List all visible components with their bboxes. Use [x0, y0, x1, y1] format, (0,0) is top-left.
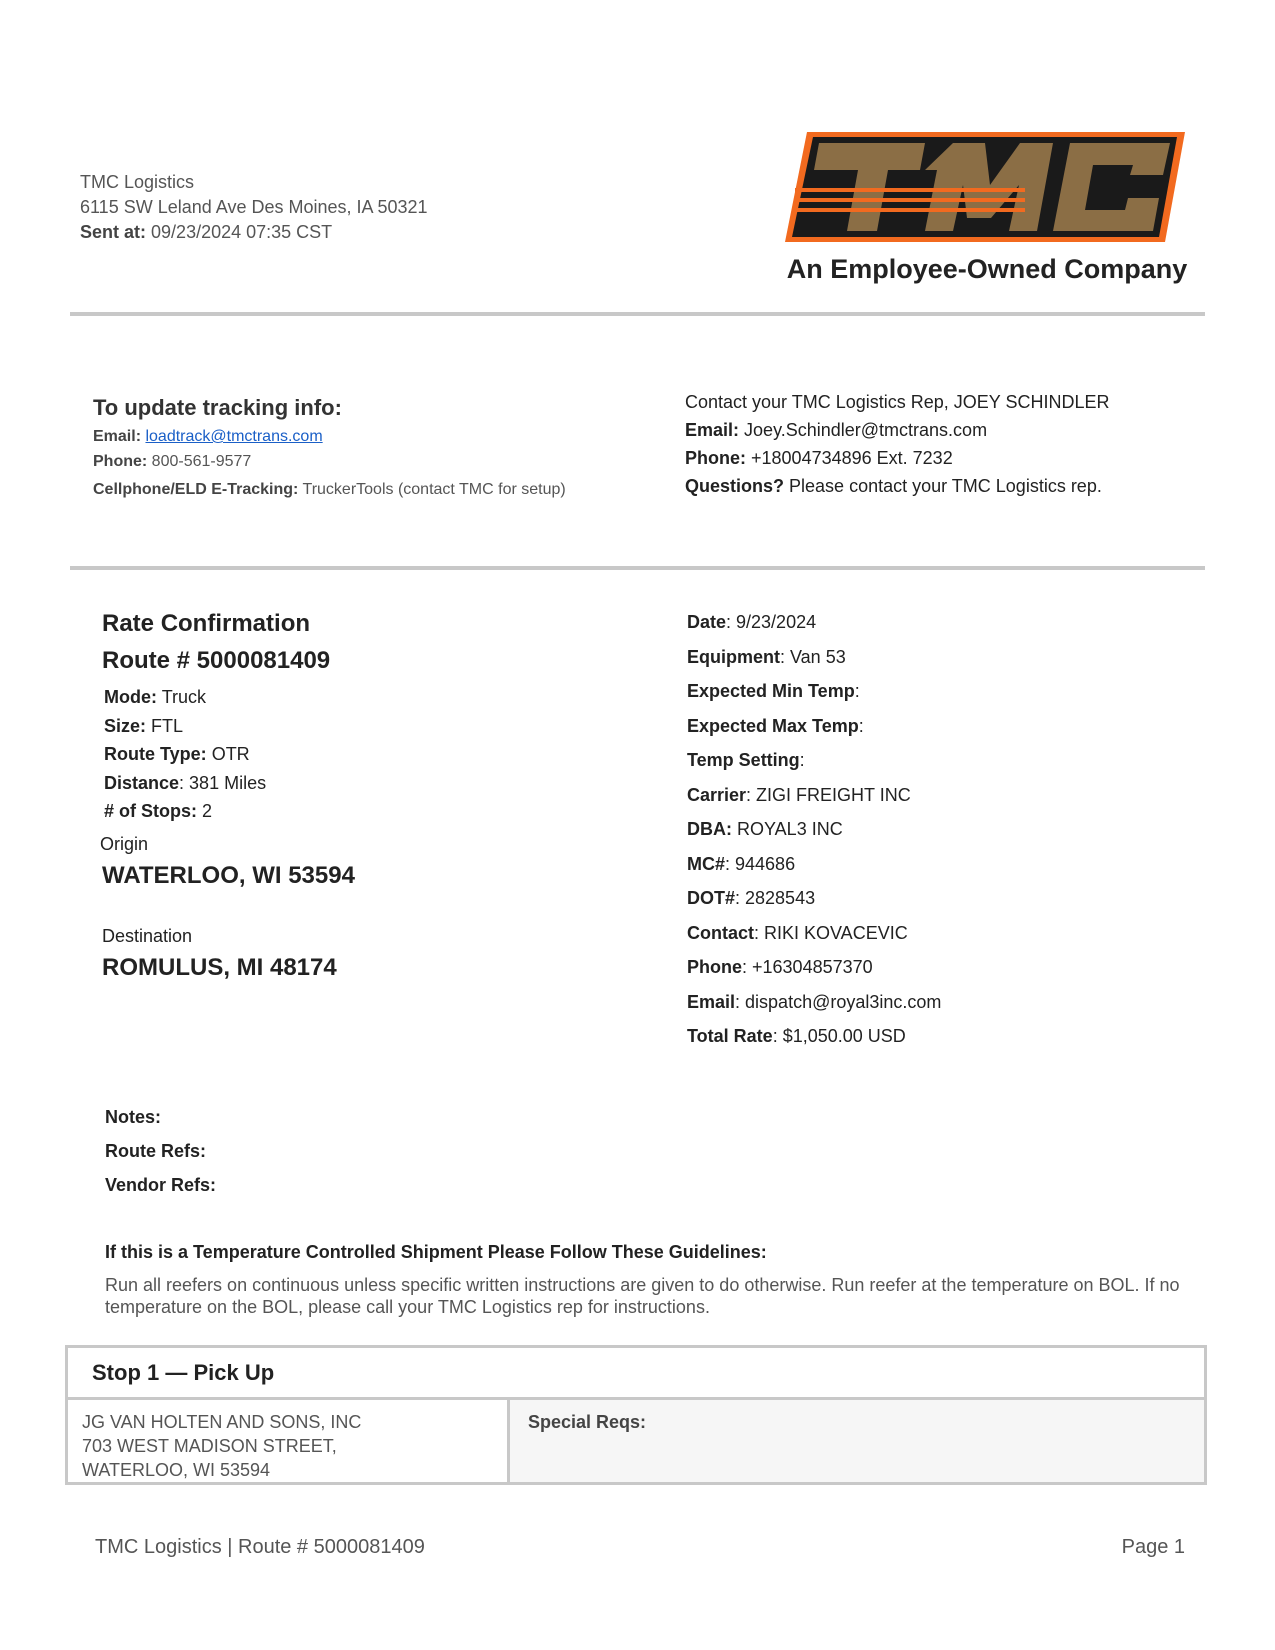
- footer-route: TMC Logistics | Route # 5000081409: [95, 1536, 425, 1558]
- tracking-email-link[interactable]: loadtrack@tmctrans.com: [145, 428, 323, 445]
- sender-address-block: [80, 170, 428, 245]
- detail-max-temp: Expected Max Temp:: [687, 715, 864, 736]
- detail-carrier: Carrier: ZIGI FREIGHT INC: [687, 784, 911, 805]
- rep-contact-block: [685, 388, 1109, 500]
- detail-min-temp: Expected Min Temp:: [687, 681, 860, 701]
- sent-at: Sent at: 09/23/2024 07:35 CST: [80, 222, 333, 242]
- destination-label: Destination: [102, 925, 193, 946]
- mode: Mode: Truck: [104, 687, 207, 707]
- rate-title: Rate Confirmation: [102, 610, 311, 637]
- stop-1-title: Stop 1 — Pick Up: [68, 1348, 1204, 1400]
- notes-label: Notes:: [105, 1107, 162, 1127]
- detail-dot: DOT#: 2828543: [687, 888, 816, 908]
- stop-1-street: 703 WEST MADISON STREET,: [82, 1436, 337, 1456]
- stop-1-box: [65, 1345, 1207, 1485]
- detail-email: Email: dispatch@royal3inc.com: [687, 991, 942, 1012]
- detail-date: Date: 9/23/2024: [687, 612, 817, 632]
- tracking-title: To update tracking info:: [93, 395, 342, 420]
- origin-city: WATERLOO, WI 53594: [102, 861, 355, 889]
- detail-temp-setting: Temp Setting:: [687, 750, 805, 770]
- vendor-refs-label: Vendor Refs:: [105, 1175, 217, 1195]
- detail-dba: DBA: ROYAL3 INC: [687, 819, 843, 839]
- rep-phone: Phone: +18004734896 Ext. 7232: [685, 448, 953, 468]
- company-name: TMC Logistics: [80, 172, 195, 192]
- stop-1-address: [68, 1400, 510, 1482]
- tracking-email: Email: loadtrack@tmctrans.com: [93, 428, 323, 445]
- tmc-logo: [785, 130, 1190, 295]
- rep-line: Contact your TMC Logistics Rep, JOEY SCHINDLER: [685, 392, 1110, 412]
- tracking-phone: Phone: 800-561-9577: [93, 453, 252, 470]
- tracking-eld: Cellphone/ELD E-Tracking: TruckerTools (contact TMC for setup): [93, 481, 566, 498]
- guidelines-title: If this is a Temperature Controlled Shipment Please Follow These Guidelines:: [105, 1242, 767, 1262]
- detail-equipment: Equipment: Van 53: [687, 646, 846, 667]
- divider-middle: [70, 566, 1205, 570]
- rep-questions: Questions? Please contact your TMC Logistics rep.: [685, 476, 1102, 496]
- stop-1-special-reqs: Special Reqs:: [510, 1400, 1204, 1482]
- logo-tagline: An Employee-Owned Company: [786, 254, 1188, 284]
- size: Size: FTL: [104, 715, 184, 736]
- footer-page-number: Page 1: [1121, 1536, 1185, 1558]
- detail-total-rate: Total Rate: $1,050.00 USD: [687, 1026, 906, 1046]
- destination-city: ROMULUS, MI 48174: [102, 953, 337, 981]
- company-address: 6115 SW Leland Ave Des Moines, IA 50321: [80, 197, 428, 217]
- detail-phone: Phone: +16304857370: [687, 957, 873, 977]
- stops-count: # of Stops: 2: [104, 801, 213, 821]
- stop-1-name: JG VAN HOLTEN AND SONS, INC: [82, 1412, 362, 1432]
- tmc-logo-mark: [785, 132, 1185, 242]
- detail-mc: MC#: 944686: [687, 853, 796, 874]
- route-type: Route Type: OTR: [104, 744, 250, 764]
- divider-top: [70, 312, 1205, 316]
- route-number: Route # 5000081409: [102, 647, 331, 674]
- detail-contact: Contact: RIKI KOVACEVIC: [687, 922, 908, 943]
- rate-confirmation-block: [102, 605, 355, 986]
- route-refs-label: Route Refs:: [105, 1141, 207, 1161]
- notes-block: [105, 1100, 216, 1202]
- guidelines-body: Run all reefers on continuous unless specific written instructions are given to do otherwise. Run reefer at the temperature on BOL. If no temperature on the BOL, please call your TMC Logistics rep for instructions.: [105, 1275, 1180, 1317]
- origin-label: Origin: [100, 833, 149, 854]
- tracking-info-block: [93, 395, 566, 502]
- load-details-list: [687, 605, 941, 1054]
- distance: Distance: 381 Miles: [104, 772, 267, 793]
- stop-1-city: WATERLOO, WI 53594: [82, 1460, 271, 1480]
- rep-email: Email: Joey.Schindler@tmctrans.com: [685, 420, 988, 440]
